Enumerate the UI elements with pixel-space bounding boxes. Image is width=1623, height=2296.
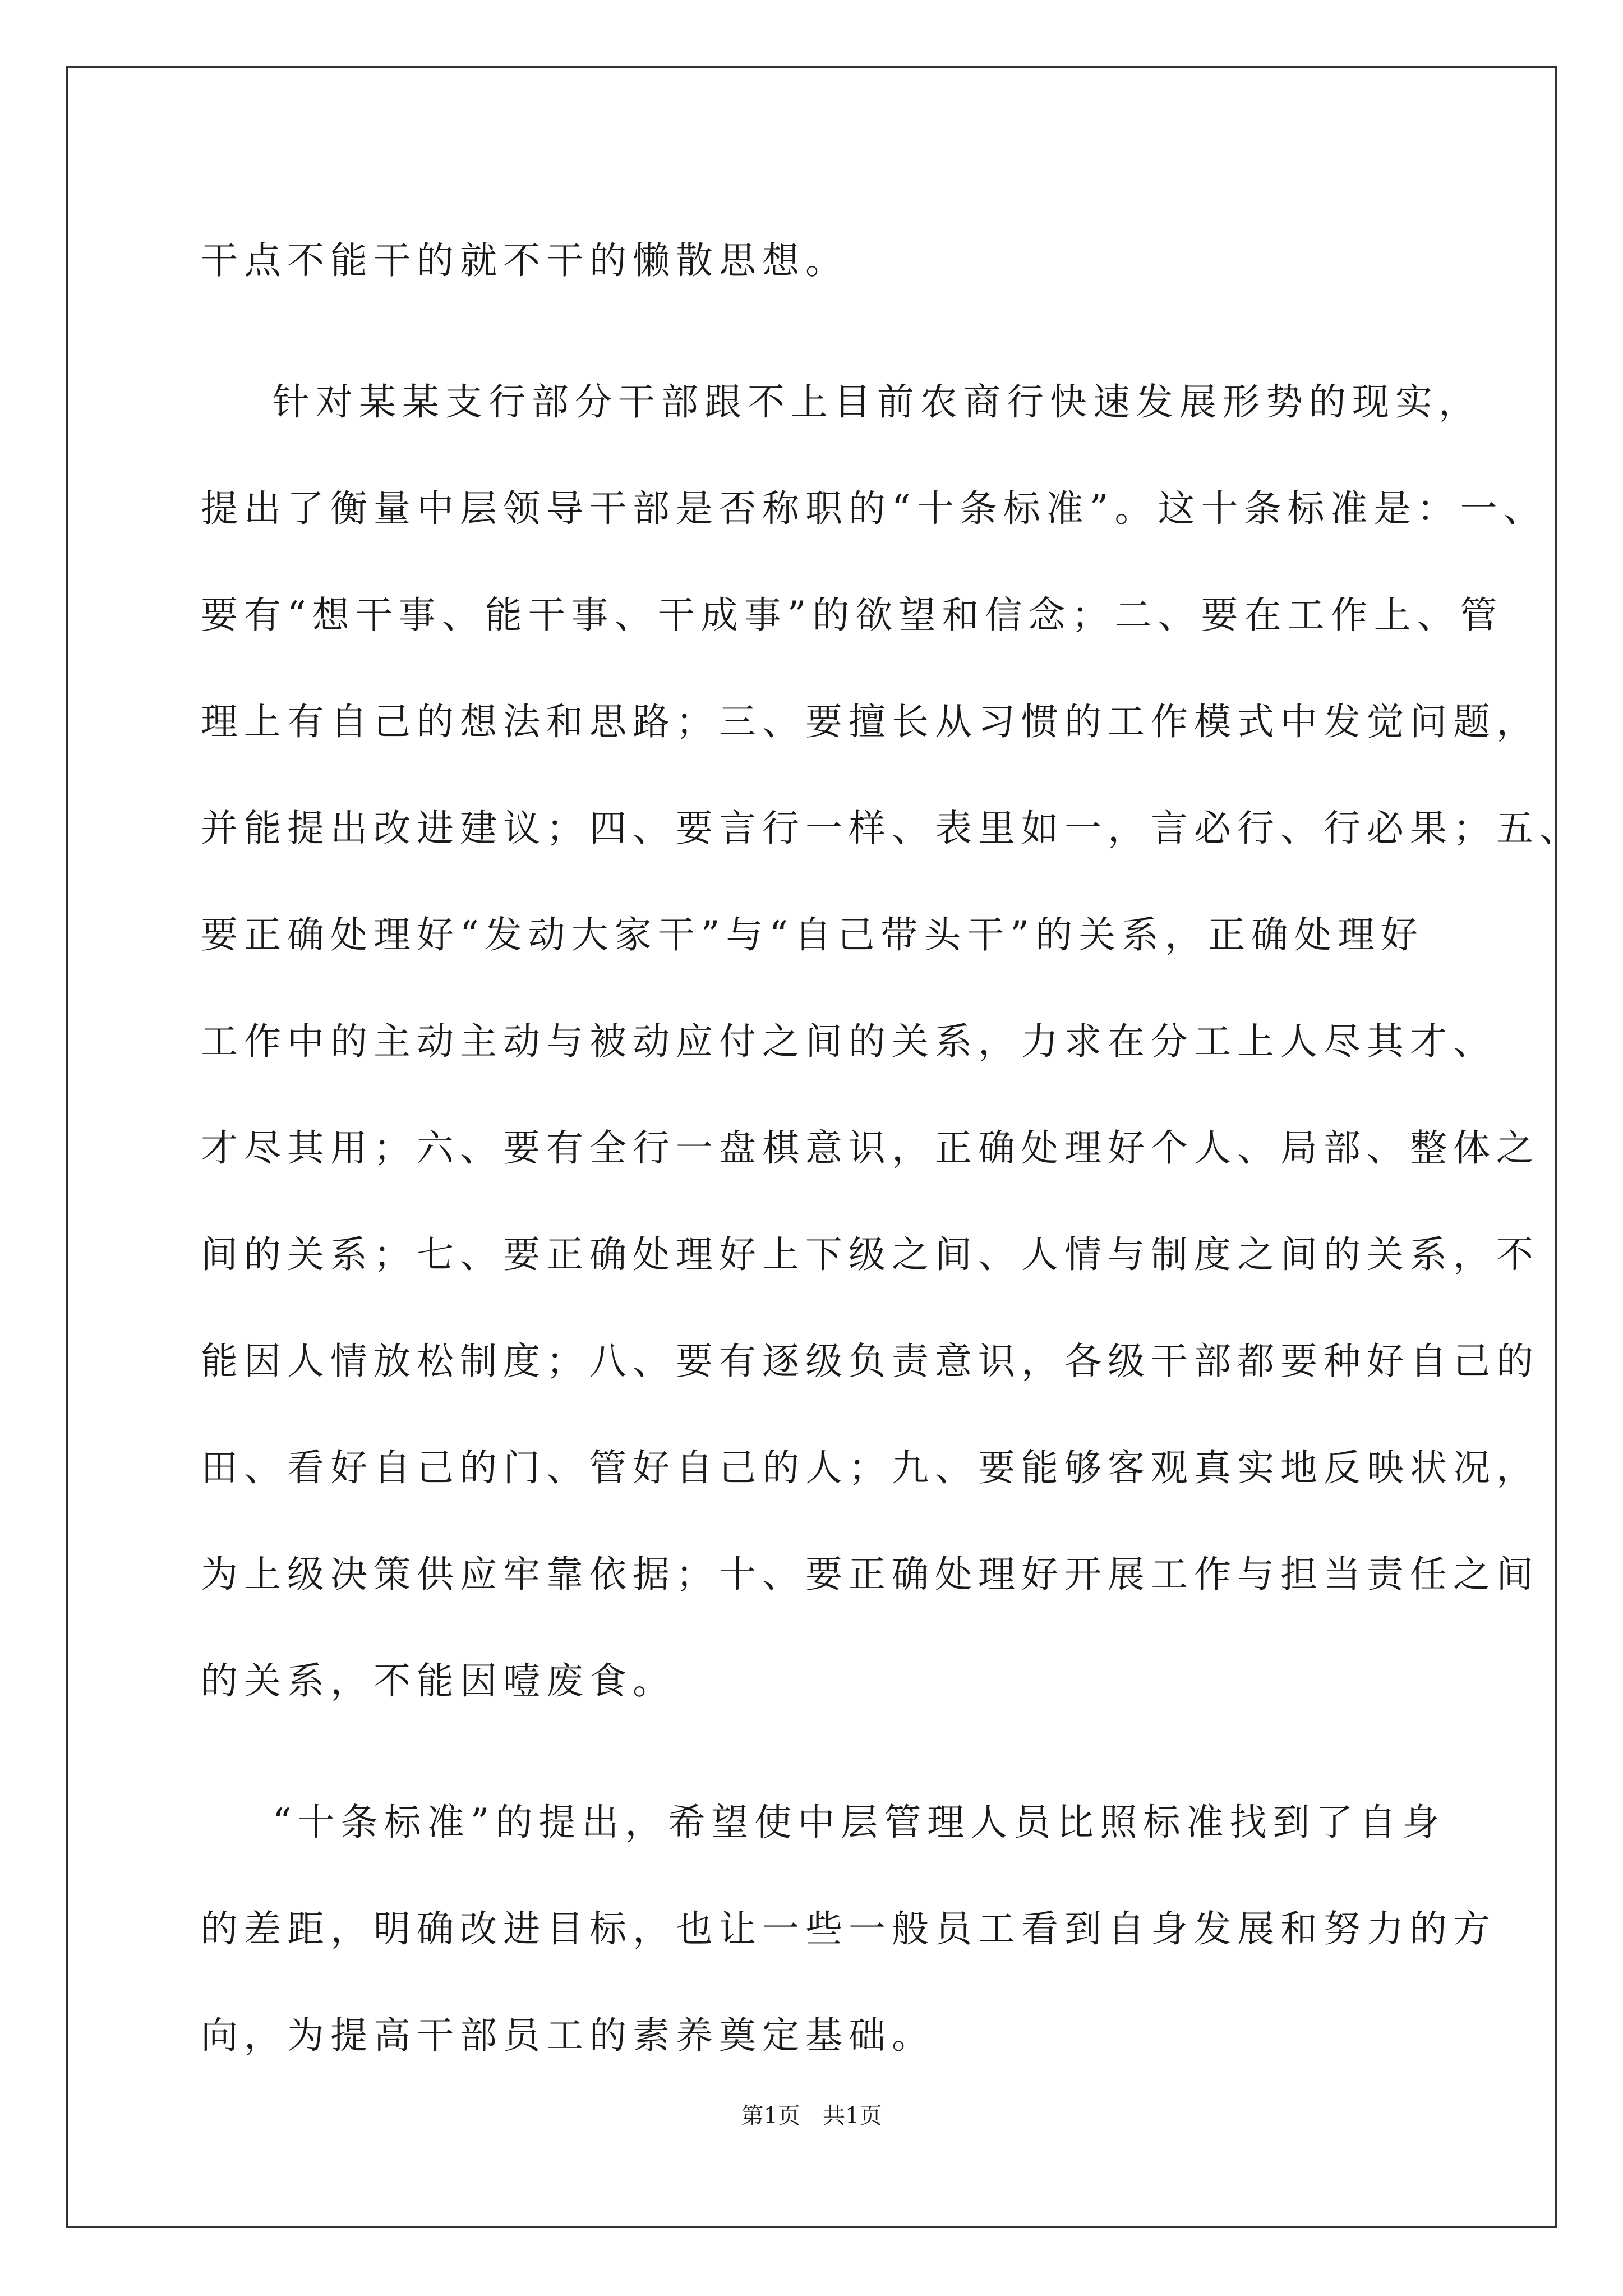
text-line: 干点不能干的就不干的懒散思想。 xyxy=(201,239,849,282)
text-line: 才尽其用；六、要有全行一盘棋意识，正确处理好个人、局部、整体之 xyxy=(201,1126,1539,1170)
text-line: 提出了衡量中层领导干部是否称职的“十条标准”。这十条标准是：一、 xyxy=(201,487,1547,530)
text-line: 针对某某支行部分干部跟不上目前农商行快速发展形势的现实， xyxy=(201,380,1482,424)
text-line: 要正确处理好“发动大家干”与“自己带头干”的关系，正确处理好 xyxy=(201,913,1424,956)
text-line: 为上级决策供应牢靠依据；十、要正确处理好开展工作与担当责任之间 xyxy=(201,1553,1539,1596)
text-line: 工作中的主动主动与被动应付之间的关系，力求在分工上人尽其才、 xyxy=(201,1020,1496,1063)
text-line: 理上有自己的想法和思路；三、要擅长从习惯的工作模式中发觉问题， xyxy=(201,700,1539,743)
document-body xyxy=(201,208,1583,2089)
page-footer xyxy=(0,2098,1623,2130)
text-line: 间的关系；七、要正确处理好上下级之间、人情与制度之间的关系，不 xyxy=(201,1233,1539,1276)
text-line: 能因人情放松制度；八、要有逐级负责意识，各级干部都要种好自己的 xyxy=(201,1340,1539,1383)
text-line: 要有“想干事、能干事、干成事”的欲望和信念；二、要在工作上、管 xyxy=(201,593,1504,637)
text-line: 的关系，不能因噎废食。 xyxy=(201,1659,676,1703)
text-line: 田、看好自己的门、管好自己的人；九、要能够客观真实地反映状况， xyxy=(201,1446,1539,1489)
text-line: 并能提出改进建议；四、要言行一样、表里如一，言必行、行必果；五、 xyxy=(201,807,1583,850)
text-line: “十条标准”的提出，希望使中层管理人员比照标准找到了自身 xyxy=(201,1801,1446,1844)
text-line: 的差距，明确改进目标，也让一些一般员工看到自身发展和努力的方 xyxy=(201,1907,1496,1950)
page-number-label: 第1页 共1页 xyxy=(741,2103,882,2129)
text-line: 向，为提高干部员工的素养奠定基础。 xyxy=(201,2014,935,2057)
